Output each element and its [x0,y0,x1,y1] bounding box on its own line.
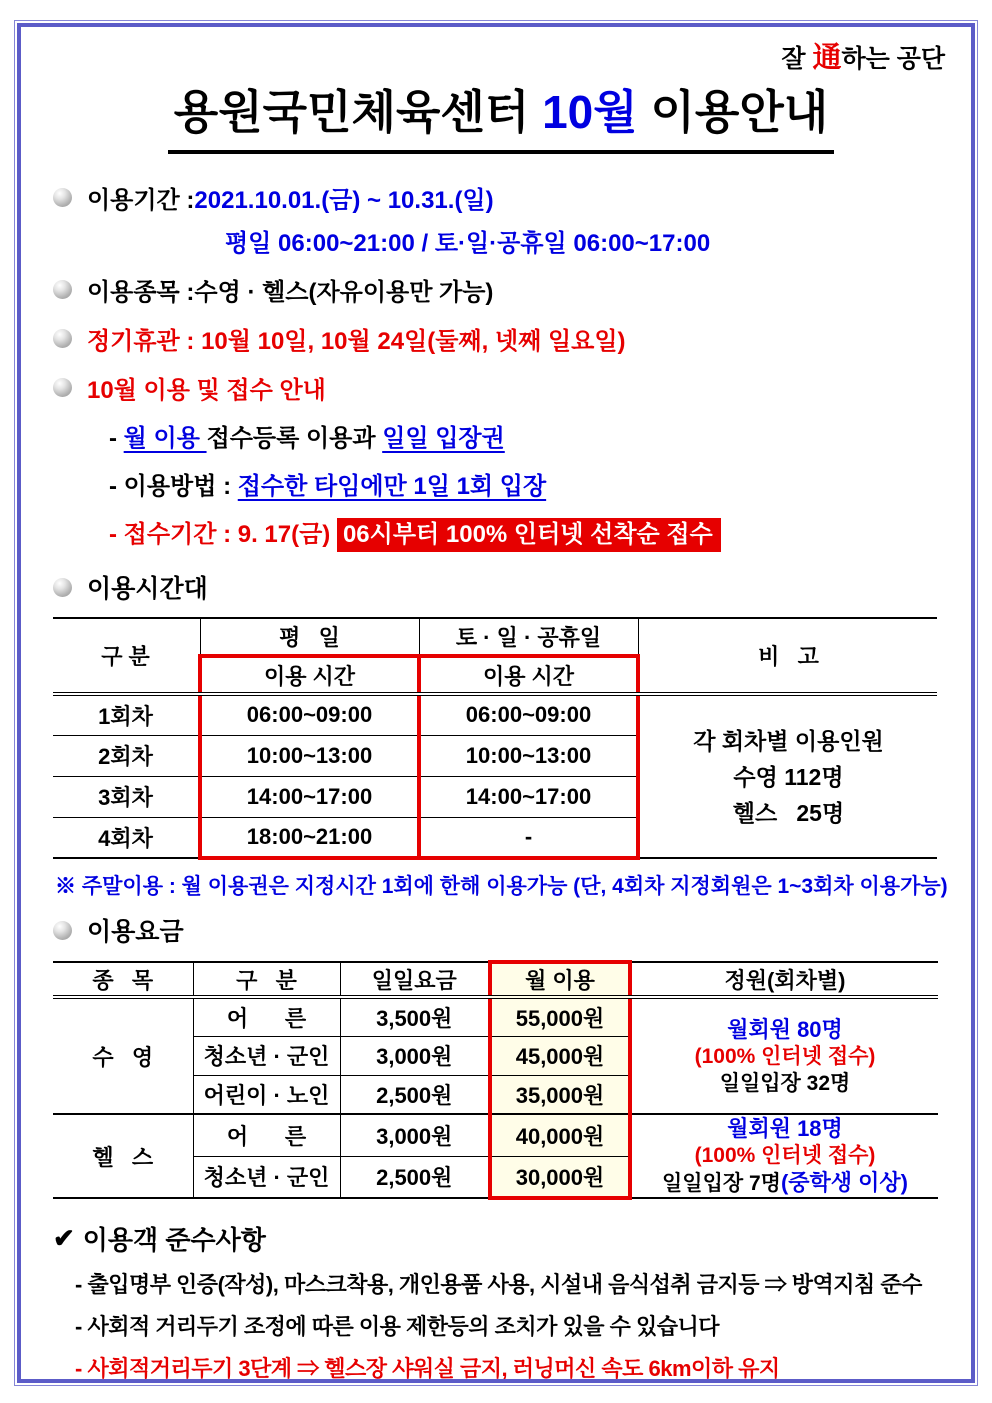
period-value: 2021.10.01.(금) ~ 10.31.(일) [194,187,494,214]
dash: - [109,521,117,548]
session-weekend-time: 14:00~17:00 [419,776,638,817]
bullet-sphere-icon [53,378,72,397]
session-label: 3회차 [53,776,200,817]
session-label: 4회차 [98,825,153,851]
fees-col-quota: 정원(회차별) [630,962,938,997]
title-part1: 용원국민체육센터 [173,86,543,138]
fee-daily: 2,500원 [340,1075,490,1114]
session-weekend-time: - [419,817,638,858]
fee-group: 어 른 [193,997,340,1036]
notice-title: 10월 이용 및 접수 안내 [87,377,326,404]
session-weekend-time: 10:00~13:00 [419,735,638,776]
period-hours: 평일 06:00~21:00 / 토·일·공휴일 06:00~17:00 [225,230,711,257]
slogan-post: 하는 공단 [841,45,945,73]
schedule-subheader-weekend: 이용 시간 [419,656,638,694]
fee-monthly: 55,000원 [490,997,630,1036]
fees-col-group: 구 분 [193,962,340,997]
bullet-sphere-icon [53,329,72,348]
schedule-row-1 [53,694,937,735]
page-title [168,76,834,154]
schedule-table [53,617,937,860]
fees-col-daily: 일일요금 [340,962,490,997]
method-label: 이용방법 : [123,473,238,500]
session-weekday-time: 10:00~13:00 [200,735,419,776]
fees-gym-row-1 [53,1114,938,1156]
fees-table [53,960,938,1200]
sport-value: 수영 · 헬스(자유이용만 가능) [194,279,494,306]
reception-label: 접수기간 : 9. 17(금) [123,521,337,548]
schedule-section-header [53,569,949,605]
quota-member: 월회원 18명 [727,1116,843,1141]
session-weekday-time: 18:00~21:00 [200,817,419,858]
fees-col-monthly: 월 이용 [490,962,630,997]
fee-group: 어린이 · 노인 [193,1075,340,1114]
swim-quota-cell [630,997,938,1114]
method-value: 접수한 타임에만 1일 1회 입장 [237,473,547,500]
fee-monthly: 40,000원 [490,1114,630,1156]
quota-member: 월회원 80명 [727,1016,843,1042]
session-label: 2회차 [53,735,200,776]
session-label: 1회차 [53,694,200,735]
fee-monthly: 35,000원 [490,1075,630,1114]
fees-section-title: 이용요금 [87,918,184,946]
fee-monthly: 45,000원 [490,1036,630,1075]
dash: - [109,425,117,452]
fee-daily: 3,500원 [340,997,490,1036]
schedule-col-note: 비 고 [638,618,937,694]
monthly-use-link-text: 월 이용 [123,425,207,452]
schedule-col-weekday: 평 일 [200,618,419,656]
weekend-use-footnote: ※ 주말이용 : 월 이용권은 지정시간 1회에 한해 이용가능 (단, 4회차 지정회원은 1~3회차 이용가능) [55,875,948,898]
fees-section-header [53,912,949,948]
schedule-subheader-weekday: 이용 시간 [200,656,419,694]
gym-quota-cell [630,1114,938,1198]
schedule-col-weekend: 토 · 일 · 공휴일 [419,618,638,656]
fee-group: 어 른 [193,1114,340,1156]
notice-line-2 [109,466,949,501]
closed-days: 정기휴관 : 10월 10일, 10월 24일(둘째, 넷째 일요일) [87,328,626,355]
session-weekday-time: 06:00~09:00 [200,694,419,735]
notice1-mid: 접수등록 이용과 [206,425,383,452]
schedule-note-cell [638,694,937,858]
rule-line-3: - 사회적거리두기 3단계 ⇒ 헬스장 샤워실 금지, 러닝머신 속도 6km이하 유지 [75,1356,780,1381]
bullet-sphere-icon [53,578,72,597]
period-label: 이용기간 : [87,187,195,214]
fee-daily: 2,500원 [340,1156,490,1198]
reception-highlight: 06시부터 100% 인터넷 선착순 접수 [337,518,721,552]
session-weekday-time: 14:00~17:00 [200,776,419,817]
quota-method: (100% 인터넷 접수) [694,1144,876,1167]
fees-swim-category: 수 영 [53,997,193,1114]
title-part2: 이용안내 [637,86,829,138]
fees-gym-category: 헬 스 [92,1144,154,1170]
session-weekend-time: 06:00~09:00 [419,694,638,735]
title-month: 10월 [542,86,638,138]
quota-method: (100% 인터넷 접수) [694,1044,876,1068]
slogan-pre: 잘 [781,45,813,73]
usage-period-row [53,180,949,215]
bullet-sphere-icon [53,280,72,299]
schedule-section-title: 이용시간대 [87,575,208,603]
notice-page [17,23,975,1383]
fee-group: 청소년 · 군인 [193,1036,340,1075]
note-line: 헬스 25명 [732,799,845,826]
fee-group: 청소년 · 군인 [193,1156,340,1198]
dash: - [109,473,117,500]
rules-title: 이용객 준수사항 [82,1225,266,1255]
fees-swim-row-1 [53,997,938,1036]
notice-line-3 [109,514,949,549]
note-line: 각 회차별 이용인원 [693,727,884,754]
fees-col-item: 종 목 [53,962,193,997]
sport-row [53,272,949,307]
slogan-tong-char: 通 [812,42,842,74]
page-border-frame [14,20,978,1386]
bullet-sphere-icon [53,921,72,940]
fee-daily: 3,000원 [340,1036,490,1075]
notice-line-1 [109,418,949,453]
notice-title-row [53,370,949,405]
note-line: 수영 112명 [733,763,844,790]
daily-ticket-link-text: 일일 입장권 [382,425,505,452]
rule-line-1: - 출입명부 인증(작성), 마스크착용, 개인용품 사용, 시설내 음식섭취 금지등 ⇒ 방역지침 준수 [75,1272,922,1297]
quota-daily-suffix: (중학생 이상) [780,1170,908,1195]
bullet-sphere-icon [53,188,72,207]
rules-section-header [53,1220,949,1257]
sport-label: 이용종목 : [87,279,195,306]
fee-monthly: 30,000원 [490,1156,630,1198]
rule-line-2: - 사회적 거리두기 조정에 따른 이용 제한등의 조치가 있을 수 있습니다 [75,1314,720,1339]
schedule-col-label: 구 분 [53,618,200,694]
quota-daily-count: 일일입장 7명 [662,1172,781,1195]
corporation-slogan [53,35,949,76]
fee-daily: 3,000원 [340,1114,490,1156]
quota-daily [632,1169,938,1197]
checkmark-icon: ✔ [53,1223,75,1253]
quota-daily: 일일입장 32명 [719,1071,851,1095]
closed-days-row [53,321,949,356]
